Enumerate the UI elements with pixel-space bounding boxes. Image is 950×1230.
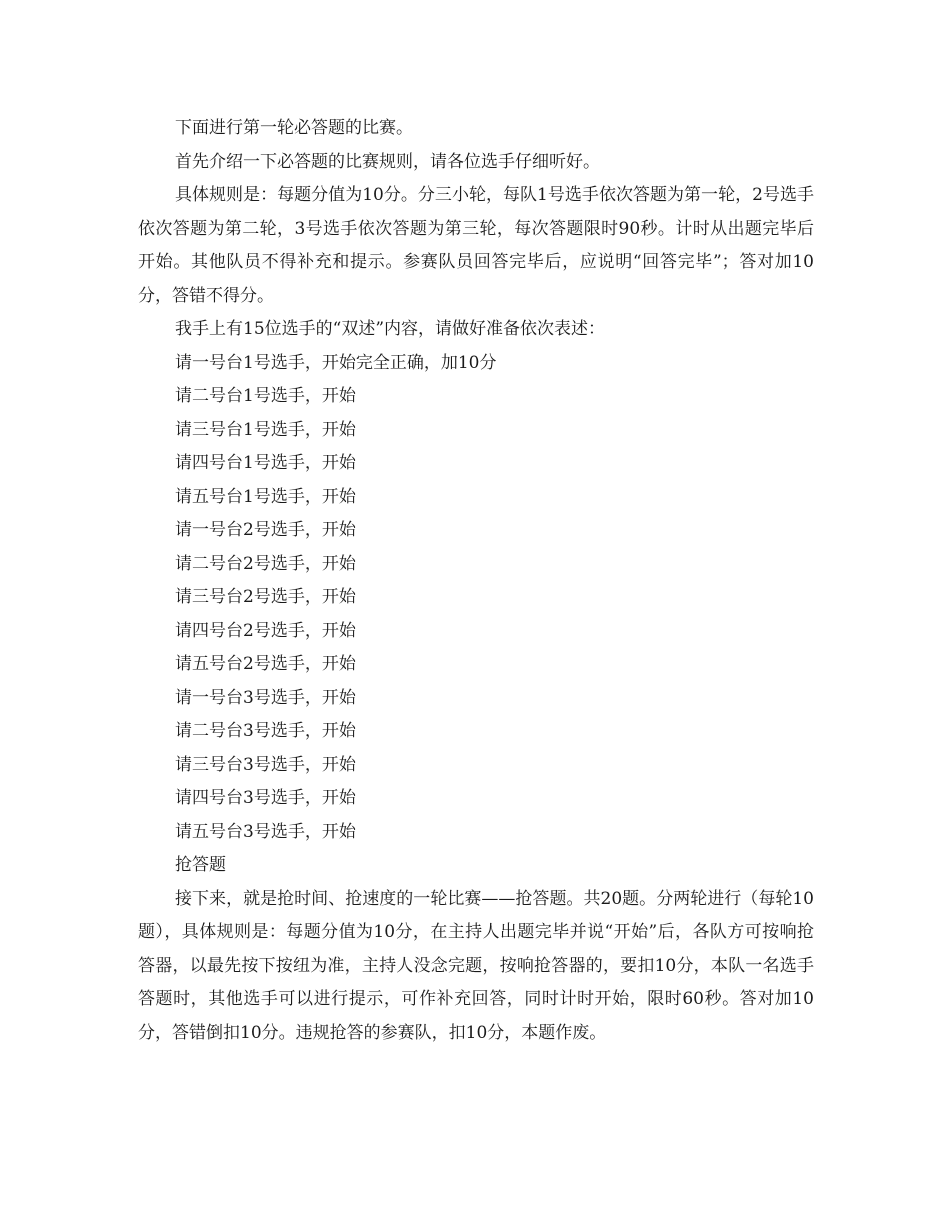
paragraph-call-12: 请二号台3号选手，开始: [175, 721, 356, 741]
paragraph-call-5: 请五号台1号选手，开始: [175, 486, 356, 507]
paragraph-intro: 下面进行第一轮必答题的比赛。: [175, 118, 413, 138]
paragraph-call-15: 请五号台3号选手，开始: [175, 821, 356, 842]
paragraph-rules-intro: 首先介绍一下必答题的比赛规则，请各位选手仔细听好。: [175, 151, 600, 172]
document-body: [138, 112, 814, 1050]
paragraph-quick-answer-rules: 接下来，就是抢时间、抢速度的一轮比赛——抢答题。共20题。分两轮进行（每轮10题），具体规则是：每题分值为10分，在主持人出题完毕并说“开始”后，各队方可按响抢答器，以最先按下按纽为准，主持人没念完题，按响抢答器的，要扣10分，本队一名选手答题时，其他选手可以进行提示，可作补充回答，同时计时开始，限时60秒。答对加10分，答错倒扣10分。违规抢答的参赛队，扣10分，本题作废。: [138, 888, 814, 1043]
paragraph-call-7: 请二号台2号选手，开始: [175, 553, 356, 574]
paragraph-statement-intro: 我手上有15位选手的“双述”内容，请做好准备依次表述：: [175, 319, 606, 339]
paragraph-call-2: 请二号台1号选手，开始: [175, 386, 356, 406]
paragraph-call-10: 请五号台2号选手，开始: [175, 654, 356, 674]
paragraph-call-14: 请四号台3号选手，开始: [175, 788, 356, 808]
paragraph-call-1: 请一号台1号选手，开始完全正确，加10分: [175, 352, 497, 373]
paragraph-call-3: 请三号台1号选手，开始: [175, 419, 356, 440]
paragraph-required-rules: 具体规则是：每题分值为10分。分三小轮，每队1号选手依次答题为第一轮，2号选手依次答题为第二轮，3号选手依次答题为第三轮，每次答题限时90秒。计时从出题完毕后开始。其他队员不得补充和提示。参赛队员回答完毕后，应说明“回答完毕”；答对加10分，答错不得分。: [138, 185, 814, 306]
paragraph-call-8: 请三号台2号选手，开始: [175, 587, 356, 607]
paragraph-call-11: 请一号台3号选手，开始: [175, 687, 356, 708]
paragraph-call-9: 请四号台2号选手，开始: [175, 620, 356, 641]
paragraph-call-4: 请四号台1号选手，开始: [175, 453, 356, 473]
paragraph-call-13: 请三号台3号选手，开始: [175, 754, 356, 775]
paragraph-call-6: 请一号台2号选手，开始: [175, 520, 356, 540]
section-heading-quick-answer: 抢答题: [175, 855, 226, 875]
